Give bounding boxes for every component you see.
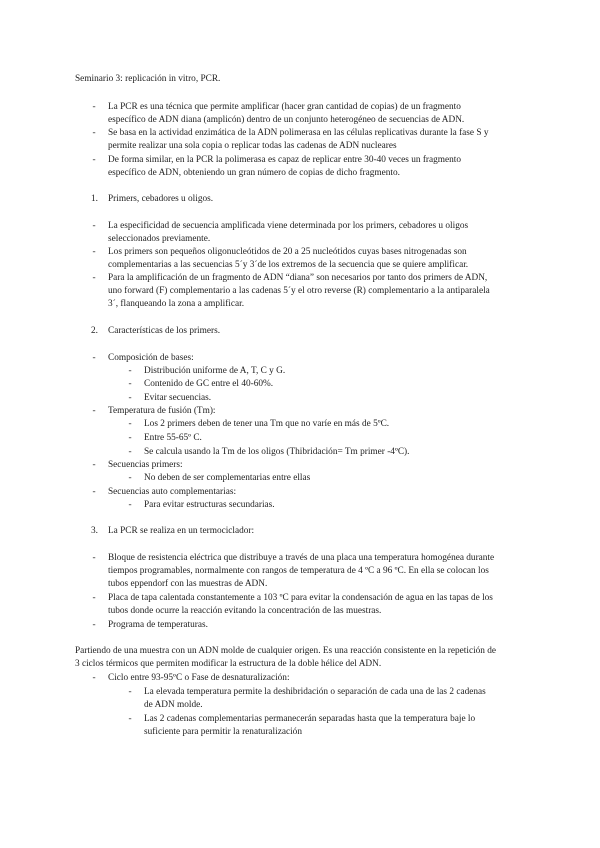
s3-line: Bloque de resistencia eléctrica que distribuye a través de una placa una temperatura homogénea durante xyxy=(108,553,495,563)
s3-line: Programa de temperaturas. xyxy=(108,620,208,630)
s3-line: Placa de tapa calentada constantemente a 103 ºC para evitar la condensación de agua en las tapas de los xyxy=(108,593,493,603)
bullet-dash: - xyxy=(92,406,96,416)
bullet-dash: - xyxy=(92,553,96,563)
document-title: Seminario 3: replicación in vitro, PCR. xyxy=(75,74,221,84)
intro-line: específico de ADN, obteniendo un gran número de copias de dicho fragmento. xyxy=(108,168,400,178)
s3-line: tiempos programables, normalmente con rangos de temperatura de 4 ºC a 96 ºC. En ella se colocan los xyxy=(108,566,489,576)
cycle-item: La elevada temperatura permite la deshibridación o separación de cada una de las 2 cadenas xyxy=(144,687,486,697)
intro-line: De forma similar, en la PCR la polimerasa es capaz de replicar entre 30-40 veces un fragmento xyxy=(108,155,462,165)
s2-item: Los 2 primers deben de tener una Tm que no varíe en más de 5ºC. xyxy=(144,419,390,429)
bullet-dash: - xyxy=(92,353,96,363)
s2-item: Contenido de GC entre el 40-60%. xyxy=(144,379,274,389)
s1-line: 3´, flanqueando la zona a amplificar. xyxy=(108,299,245,309)
s2-item: Para evitar estructuras secundarias. xyxy=(144,500,275,510)
section-number: 3. xyxy=(91,526,98,536)
s2-item: Evitar secuencias. xyxy=(144,393,212,403)
intro-line: La PCR es una técnica que permite amplificar (hacer gran cantidad de copias) de un fragmento xyxy=(108,102,461,112)
intro-line: Se basa en la actividad enzimática de la ADN polimerasa en las células replicativas durante la fase S y xyxy=(108,128,489,138)
section-heading: Primers, cebadores u oligos. xyxy=(108,194,214,204)
s2-item: Distribución uniforme de A, T, C y G. xyxy=(144,366,286,376)
section-heading: La PCR se realiza en un termociclador: xyxy=(108,526,255,536)
bullet-dash: - xyxy=(128,447,132,457)
s1-line: complementarias a las secuencias 5´y 3´de los extremos de la secuencia que se quiere amplificar. xyxy=(108,260,469,270)
bullet-dash: - xyxy=(92,593,96,603)
bullet-dash: - xyxy=(92,620,96,630)
s2-subheading: Composición de bases: xyxy=(108,353,194,363)
bullet-dash: - xyxy=(128,714,132,724)
s2-subheading: Secuencias auto complementarias: xyxy=(108,487,237,497)
bullet-dash: - xyxy=(92,102,96,112)
s2-item: Entre 55-65º C. xyxy=(144,433,202,443)
paragraph-line: 3 ciclos térmicos que permiten modificar la estructura de la doble hélice del ADN. xyxy=(75,659,382,669)
bullet-dash: - xyxy=(92,487,96,497)
cycle-item: de ADN molde. xyxy=(144,700,203,710)
section-number: 1. xyxy=(91,194,98,204)
bullet-dash: - xyxy=(92,221,96,231)
bullet-dash: - xyxy=(92,673,96,683)
intro-line: específico de ADN diana (amplicón) dentro de un conjunto heterogéneo de secuencias de ADN. xyxy=(108,115,465,125)
s3-line: tubos eppendorf con las muestras de ADN. xyxy=(108,579,268,589)
bullet-dash: - xyxy=(128,473,132,483)
bullet-dash: - xyxy=(92,247,96,257)
bullet-dash: - xyxy=(128,366,132,376)
s1-line: Los primers son pequeños oligonucleótidos de 20 a 25 nucleótidos cuyas bases nitrogenadas son xyxy=(108,247,467,257)
s1-line: La especificidad de secuencia amplificada viene determinada por los primers, cebadores u oligos xyxy=(108,221,469,231)
section-heading: Características de los primers. xyxy=(108,326,221,336)
bullet-dash: - xyxy=(92,155,96,165)
s2-subheading: Temperatura de fusión (Tm): xyxy=(108,406,216,416)
cycle-item: Las 2 cadenas complementarias permanecerán separadas hasta que la temperatura baje lo xyxy=(144,714,476,724)
bullet-dash: - xyxy=(128,379,132,389)
bullet-dash: - xyxy=(92,460,96,470)
s1-line: Para la amplificación de un fragmento de ADN “diana” son necesarios por tanto dos primers de ADN, xyxy=(108,273,488,283)
paragraph-line: Partiendo de una muestra con un ADN molde de cualquier origen. Es una reacción consistente en la repetición de xyxy=(75,646,497,656)
cycle-heading: Ciclo entre 93-95ºC o Fase de desnaturalización: xyxy=(108,673,290,683)
bullet-dash: - xyxy=(128,393,132,403)
s2-item: Se calcula usando la Tm de los oligos (Thibridación= Tm primer -4ºC). xyxy=(144,447,410,457)
s3-line: tubos donde ocurre la reacción evitando la concentración de las muestras. xyxy=(108,606,382,616)
bullet-dash: - xyxy=(128,687,132,697)
section-number: 2. xyxy=(91,326,98,336)
bullet-dash: - xyxy=(92,273,96,283)
s1-line: uno forward (F) complementario a las cadenas 5´y el otro reverse (R) complementario a la antiparalela xyxy=(108,286,490,296)
bullet-dash: - xyxy=(128,433,132,443)
cycle-item: suficiente para permitir la renaturalización xyxy=(144,727,302,737)
bullet-dash: - xyxy=(92,128,96,138)
intro-line: permite realizar una sola copia o replicar todas las cadenas de ADN nucleares xyxy=(108,141,397,151)
s2-subheading: Secuencias primers: xyxy=(108,460,183,470)
bullet-dash: - xyxy=(128,500,132,510)
s2-item: No deben de ser complementarias entre ellas xyxy=(144,473,311,483)
bullet-dash: - xyxy=(128,419,132,429)
s1-line: seleccionados previamente. xyxy=(108,234,211,244)
